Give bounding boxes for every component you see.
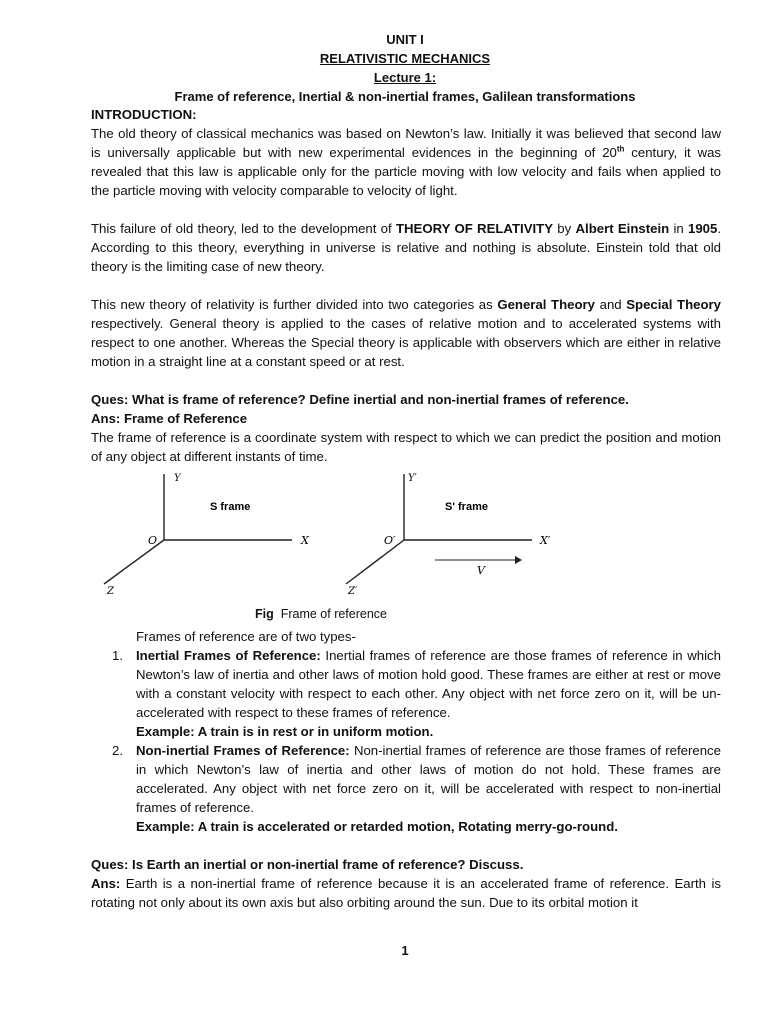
velocity-arrow-head [515, 556, 522, 564]
list-number-1: 1. [112, 648, 123, 663]
s-z-label: Z [107, 586, 114, 597]
s-prime-z-label: Z′ [348, 586, 358, 597]
types-intro: Frames of reference are of two types- [136, 629, 356, 644]
s-prime-frame-label: S' frame [445, 501, 488, 513]
answer-2-text: Ans: Earth is a non-inertial frame of reference because it is an accelerated frame of reference. Earth is rotating not only about its own axis but also orbiting around the sun. Due to its orbital motion it [91, 876, 721, 910]
s-prime-origin-label: O′ [384, 534, 396, 547]
intro-paragraph-3: This new theory of relativity is further divided into two categories as General Theory and Special Theory respectively. General theory is applied to the cases of relative motion and to accelerated systems with respect to one another. Whereas the Special theory is applicable with observers which are either in relative motion in a straight line at a constant speed or at rest. [91, 297, 721, 369]
list-item-non-inertial: Non-inertial Frames of Reference: Non-inertial frames of reference are those frames of reference in which Newton’s law of inertia and other laws of motion do not hold. These frames are accelerated. Any object with net force zero on it, will be accelerated with respect to non-inertial frames of reference. Example: A train is accelerated or retarded motion, Rotating merry-go-round. [136, 743, 721, 834]
velocity-label: V [477, 564, 485, 577]
s-origin-label: O [148, 534, 158, 547]
page-number: 1 [401, 943, 409, 958]
figure-caption: Fig Frame of reference [255, 607, 387, 621]
answer-1-text: The frame of reference is a coordinate system with respect to which we can predict the position and motion of any object at different instants of time. [91, 430, 721, 464]
lecture-topics: Frame of reference, Inertial & non-inertial frames, Galilean transformations [174, 89, 636, 104]
list-item-inertial: Inertial Frames of Reference: Inertial frames of reference are those frames of reference in which Newton’s law of inertia and other laws of motion hold good. These frames are either at rest or move with a constant velocity with respect to each other. Any object with net force zero on it, will be un-accelerated with respect to these frames of reference. Example: A train is in rest or in uniform motion. [136, 648, 721, 739]
list-number-2: 2. [112, 743, 123, 758]
s-x-label: X [301, 534, 309, 547]
intro-heading: INTRODUCTION: [91, 107, 197, 122]
answer-1-heading: Ans: Frame of Reference [91, 411, 248, 426]
s-frame-label: S frame [210, 501, 251, 513]
question-1: Ques: What is frame of reference? Define inertial and non-inertial frames of reference. [91, 392, 629, 407]
s-prime-y-label: Y′ [408, 473, 417, 484]
intro-paragraph-1: The old theory of classical mechanics was based on Newton’s law. Initially it was believed that second law is universally applicable but with new experimental evidences in the beginning of 20th century, it was revealed that this law is applicable only for the particle moving with low velocity and fails when applied to the particle moving with velocity comparable to velocity of light. [91, 126, 721, 198]
s-prime-x-label: X′ [540, 534, 551, 547]
s-y-label: Y [174, 473, 181, 484]
subject-title: RELATIVISTIC MECHANICS [319, 51, 491, 66]
lecture-title: Lecture 1: [373, 70, 437, 85]
intro-paragraph-2: This failure of old theory, led to the development of THEORY OF RELATIVITY by Albert Einstein in 1905. According to this theory, everything in universe is relative and nothing is absolute. Einstein told that old theory is the limiting case of new theory. [91, 221, 722, 274]
question-2: Ques: Is Earth an inertial or non-inertial frame of reference? Discuss. [91, 857, 524, 872]
unit-title: UNIT I [386, 32, 424, 47]
